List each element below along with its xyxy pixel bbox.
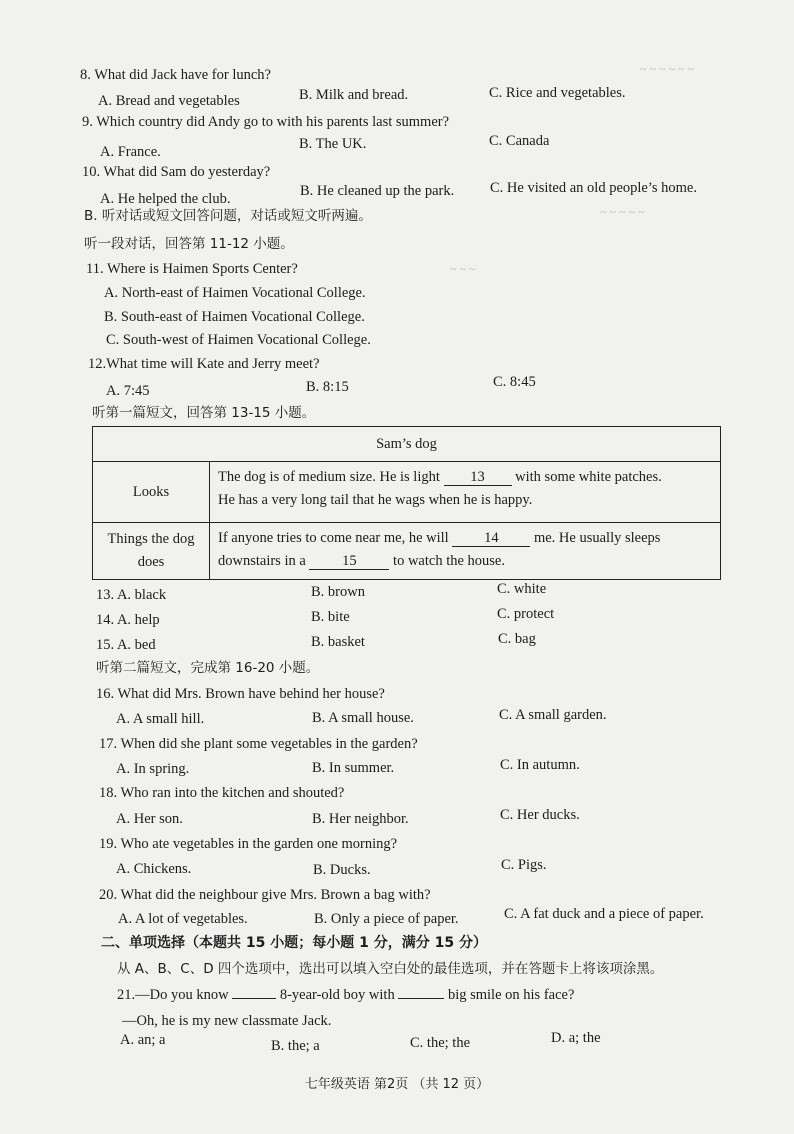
- row-header-looks: Looks: [93, 462, 210, 522]
- table-row-things-dog-does: [93, 523, 720, 579]
- bleed-through-text: ~ ~ ~: [450, 262, 476, 276]
- question-19-stem: 19. Who ate vegetables in the garden one morning?: [99, 836, 398, 852]
- question-10-option-c: C. He visited an old people’s home.: [490, 180, 697, 196]
- question-15-option-a: 15. A. bed: [96, 637, 156, 653]
- question-11-option-b: B. South-east of Haimen Vocational College.: [104, 309, 365, 325]
- table-title: Sam’s dog: [93, 427, 720, 462]
- question-8-stem: 8. What did Jack have for lunch?: [80, 67, 271, 83]
- question-8-option-b: B. Milk and bread.: [299, 87, 409, 103]
- question-18-option-b: B. Her neighbor.: [312, 811, 409, 827]
- row-content-things-dog-does: [210, 523, 720, 579]
- passage-1-intro: 听第一篇短文，回答第 13-15 小题。: [92, 405, 316, 421]
- q21-text-start: 21.—Do you know: [117, 987, 229, 1003]
- does-line-1-end: me. He usually sleeps: [533, 530, 661, 546]
- question-14-option-c: C. protect: [497, 606, 555, 622]
- question-17-option-c: C. In autumn.: [500, 757, 580, 773]
- question-16-option-b: B. A small house.: [312, 710, 414, 726]
- question-9-stem: 9. Which country did Andy go to with his parents last summer?: [82, 114, 450, 130]
- question-21-line-2: —Oh, he is my new classmate Jack.: [122, 1013, 332, 1029]
- question-21-line-1: [117, 986, 574, 1004]
- question-12-option-a: A. 7:45: [106, 383, 150, 399]
- q21-text-end: big smile on his face?: [447, 987, 575, 1003]
- question-8-option-a: A. Bread and vegetables: [98, 93, 240, 109]
- bleed-through-text: ~ ~ ~ ~ ~: [600, 205, 645, 219]
- part-2-heading: 二、单项选择（本题共 15 小题；每小题 1 分，满分 15 分）: [101, 935, 487, 951]
- question-13-option-c: C. white: [497, 581, 547, 597]
- question-8-option-c: C. Rice and vegetables.: [489, 85, 626, 101]
- page-footer: 七年级英语 第2页 （共 12 页）: [304, 1077, 490, 1092]
- question-21-option-a: A. an; a: [120, 1032, 166, 1048]
- passage-2-intro: 听第二篇短文，完成第 16-20 小题。: [96, 660, 320, 676]
- question-12-option-b: B. 8:15: [306, 379, 349, 395]
- q21-text-middle: 8-year-old boy with: [279, 987, 395, 1003]
- does-line-2-start: downstairs in a: [218, 553, 306, 569]
- row-header-line-2: does: [137, 554, 165, 570]
- table-row-looks: [93, 462, 720, 523]
- looks-line-1-end: with some white patches.: [515, 469, 662, 485]
- question-14-option-b: B. bite: [311, 609, 350, 625]
- does-line-1-start: If anyone tries to come near me, he will: [218, 530, 449, 546]
- question-9-option-a: A. France.: [100, 144, 161, 160]
- question-9-option-c: C. Canada: [489, 133, 550, 149]
- question-21-option-b: B. the; a: [271, 1038, 320, 1054]
- row-header-line-1: Things the dog: [107, 531, 195, 547]
- question-18-option-c: C. Her ducks.: [500, 807, 580, 823]
- row-header-things-dog-does: [93, 523, 210, 579]
- question-12-stem: 12.What time will Kate and Jerry meet?: [88, 356, 320, 372]
- blank-15: 15: [309, 553, 389, 570]
- question-11-stem: 11. Where is Haimen Sports Center?: [86, 261, 298, 277]
- looks-line-1-start: The dog is of medium size. He is light: [218, 469, 440, 485]
- question-10-option-a: A. He helped the club.: [100, 191, 231, 207]
- part-2-instruction: 从 A、B、C、D 四个选项中，选出可以填入空白处的最佳选项，并在答题卡上将该项涂黑。: [117, 961, 664, 977]
- question-16-option-c: C. A small garden.: [499, 707, 607, 723]
- section-b-instruction: B. 听对话或短文回答问题，对话或短文听两遍。: [84, 208, 372, 224]
- question-20-option-b: B. Only a piece of paper.: [314, 911, 459, 927]
- question-13-option-b: B. brown: [311, 584, 365, 600]
- bleed-through-text: ~ ~ ~ ~ ~ ~: [640, 62, 694, 76]
- question-17-option-a: A. In spring.: [116, 761, 190, 777]
- question-17-option-b: B. In summer.: [312, 760, 395, 776]
- question-11-option-c: C. South-west of Haimen Vocational College.: [106, 332, 371, 348]
- row-content-looks: [210, 462, 720, 522]
- question-17-stem: 17. When did she plant some vegetables in the garden?: [99, 736, 418, 752]
- question-9-option-b: B. The UK.: [299, 136, 367, 152]
- question-18-option-a: A. Her son.: [116, 811, 183, 827]
- question-14-option-a: 14. A. help: [96, 612, 160, 628]
- question-19-option-b: B. Ducks.: [313, 862, 371, 878]
- dialog-intro: 听一段对话，回答第 11-12 小题。: [84, 236, 294, 252]
- question-20-option-c: C. A fat duck and a piece of paper.: [504, 906, 704, 922]
- does-line-2-end: to watch the house.: [393, 553, 505, 569]
- question-18-stem: 18. Who ran into the kitchen and shouted?: [99, 785, 345, 801]
- question-12-option-c: C. 8:45: [493, 374, 536, 390]
- question-19-option-a: A. Chickens.: [116, 861, 192, 877]
- question-13-option-a: 13. A. black: [96, 587, 167, 603]
- blank-13: 13: [444, 469, 512, 486]
- question-10-option-b: B. He cleaned up the park.: [300, 183, 455, 199]
- question-15-option-b: B. basket: [311, 634, 365, 650]
- q21-blank-1: [232, 998, 276, 999]
- sams-dog-table: [92, 426, 721, 580]
- question-21-option-c: C. the; the: [410, 1035, 471, 1051]
- question-20-option-a: A. A lot of vegetables.: [118, 911, 248, 927]
- question-10-stem: 10. What did Sam do yesterday?: [82, 164, 271, 180]
- question-21-option-d: D. a; the: [551, 1030, 601, 1046]
- question-16-stem: 16. What did Mrs. Brown have behind her house?: [96, 686, 385, 702]
- question-11-option-a: A. North-east of Haimen Vocational College.: [104, 285, 366, 301]
- looks-line-2: He has a very long tail that he wags when he is happy.: [218, 492, 533, 508]
- question-20-stem: 20. What did the neighbour give Mrs. Brown a bag with?: [99, 887, 431, 903]
- question-16-option-a: A. A small hill.: [116, 711, 205, 727]
- question-15-option-c: C. bag: [498, 631, 536, 647]
- q21-blank-2: [398, 998, 444, 999]
- blank-14: 14: [452, 530, 530, 547]
- question-19-option-c: C. Pigs.: [501, 857, 547, 873]
